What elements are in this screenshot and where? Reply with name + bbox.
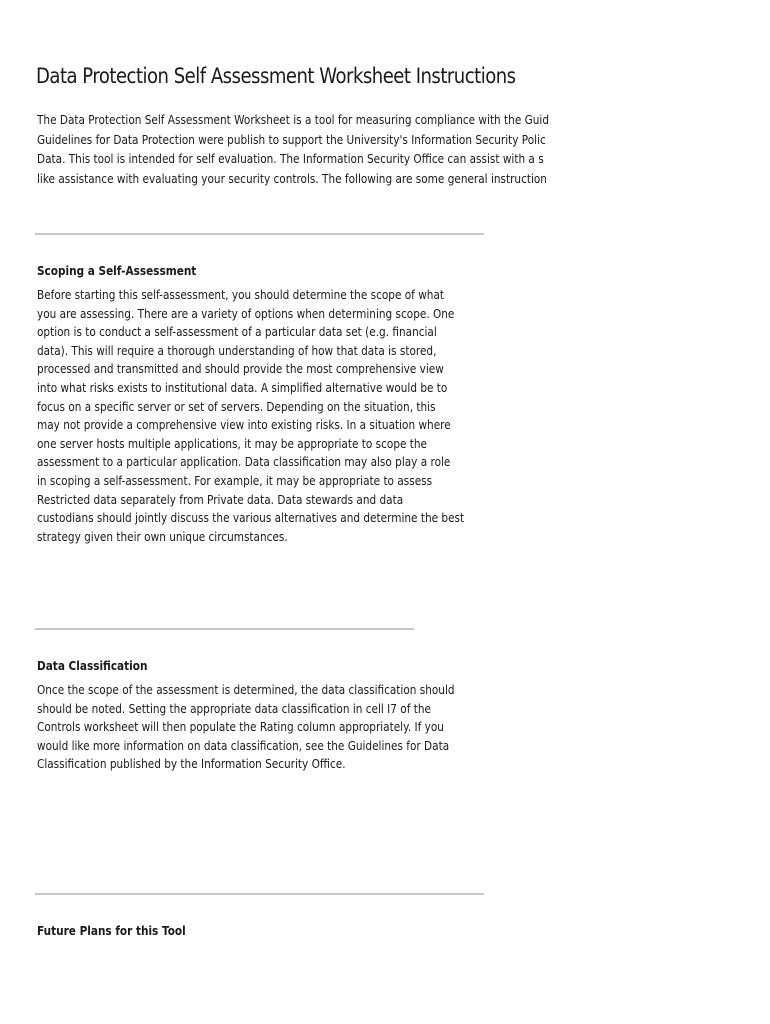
intro-line: Data. This tool is intended for self evaluation. The Information Security Office can assist with a s xyxy=(37,151,544,167)
section-divider xyxy=(35,233,484,235)
section-heading-future-plans: Future Plans for this Tool xyxy=(37,923,186,938)
body-line: custodians should jointly discuss the various alternatives and determine the best xyxy=(37,510,465,526)
section-heading-scoping: Scoping a Self-Assessment xyxy=(37,263,197,278)
body-line: Controls worksheet will then populate the Rating column appropriately. If you xyxy=(37,719,444,735)
body-line: Classification published by the Information Security Office. xyxy=(37,756,346,772)
intro-line: Guidelines for Data Protection were publish to support the University's Information Security Polic xyxy=(37,131,546,147)
intro-line: The Data Protection Self Assessment Worksheet is a tool for measuring compliance with the Guid xyxy=(37,112,549,127)
body-line: one server hosts multiple applications, it may be appropriate to scope the xyxy=(37,435,428,451)
body-line: should be noted. Setting the appropriate data classification in cell I7 of the xyxy=(37,700,431,716)
body-line: would like more information on data classification, see the Guidelines for Data xyxy=(37,737,450,753)
intro-line: like assistance with evaluating your security controls. The following are some general instruction xyxy=(37,171,547,187)
section-body-data-classification xyxy=(37,681,477,774)
body-line: Before starting this self-assessment, you should determine the scope of what xyxy=(37,287,445,302)
section-body-scoping xyxy=(37,286,477,546)
section-divider xyxy=(35,893,484,895)
body-line: Restricted data separately from Private data. Data stewards and data xyxy=(37,491,404,507)
body-line: data). This will require a thorough understanding of how that data is stored, xyxy=(37,342,437,358)
intro-paragraph xyxy=(37,110,549,189)
body-line: into what risks exists to institutional data. A simplified alternative would be to xyxy=(37,379,448,395)
body-line: processed and transmitted and should provide the most comprehensive view xyxy=(37,361,444,377)
body-line: may not provide a comprehensive view into existing risks. In a situation where xyxy=(37,417,451,433)
section-divider xyxy=(35,628,414,630)
body-line: focus on a specific server or set of servers. Depending on the situation, this xyxy=(37,398,436,414)
body-line: option is to conduct a self-assessment of a particular data set (e.g. financial xyxy=(37,324,437,340)
body-line: in scoping a self-assessment. For example, it may be appropriate to assess xyxy=(37,472,433,488)
page-title: Data Protection Self Assessment Worksheet Instructions xyxy=(36,64,516,88)
body-line: Once the scope of the assessment is determined, the data classification should xyxy=(37,682,455,697)
body-line: strategy given their own unique circumstances. xyxy=(37,528,288,544)
body-line: assessment to a particular application. Data classification may also play a role xyxy=(37,454,451,470)
section-heading-data-classification: Data Classification xyxy=(37,658,148,673)
body-line: you are assessing. There are a variety of options when determining scope. One xyxy=(37,305,455,321)
